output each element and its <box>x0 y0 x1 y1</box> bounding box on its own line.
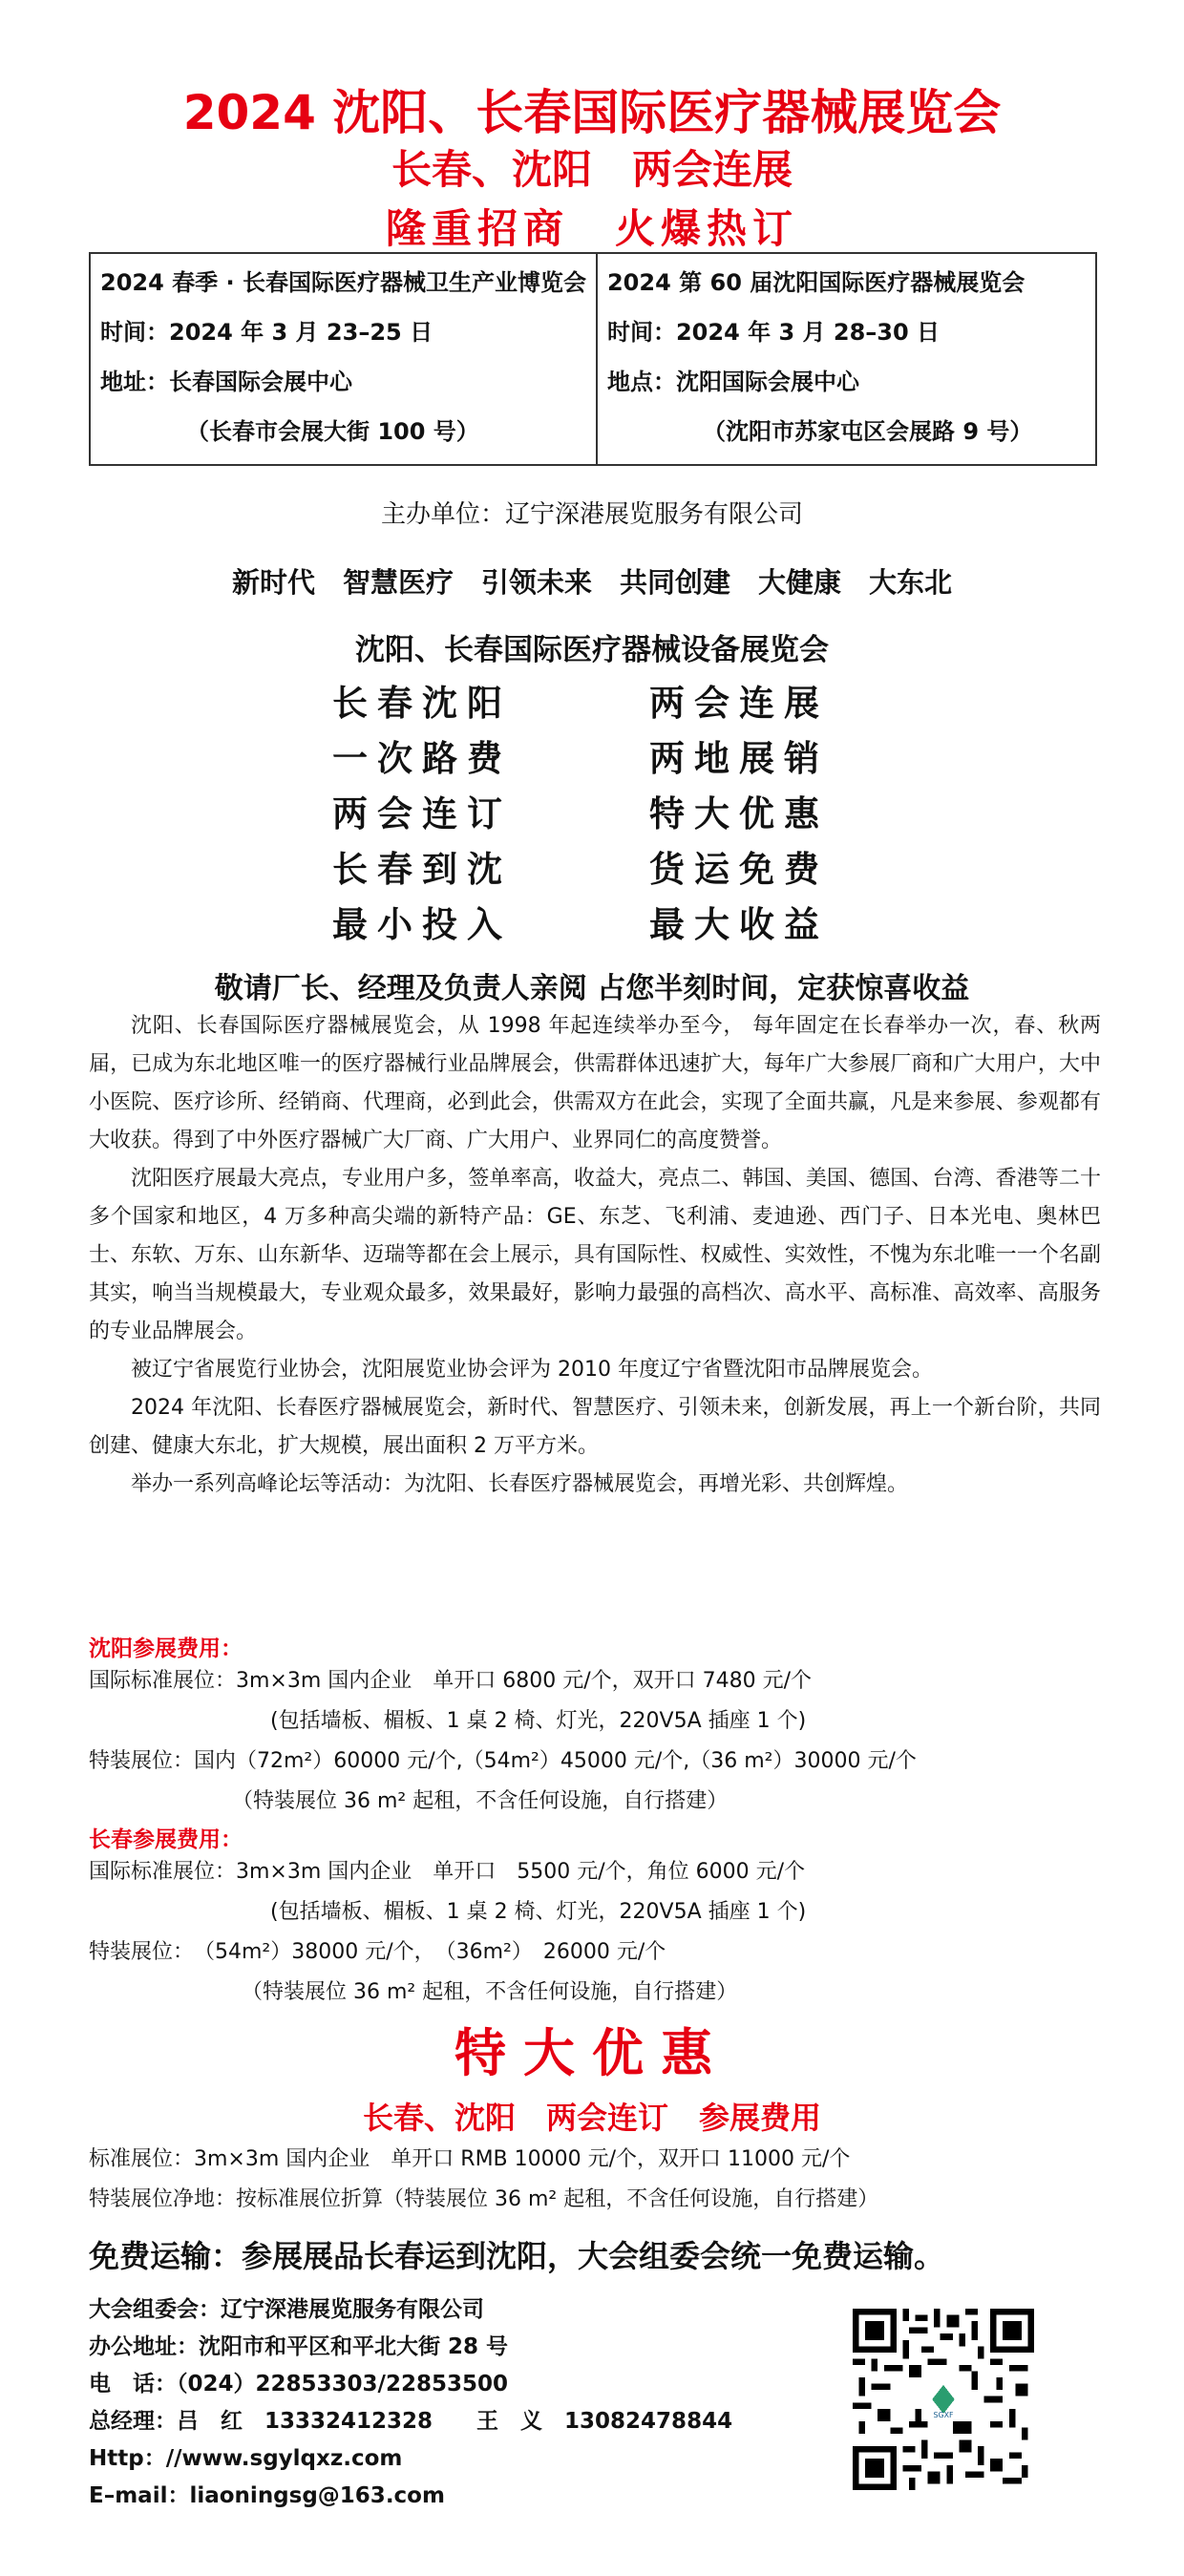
changchun-fees-title: 长春参展费用： <box>89 1827 243 1852</box>
shenyang-special-note: （特装展位 36 m² 起租，不含任何设施，自行搭建） <box>232 1789 729 1813</box>
main-title: 2024 沈阳、长春国际医疗器械展览会 <box>182 85 1002 140</box>
invitation-line: 敬请厂长、经理及负责人亲阅 占您半刻时间，定获惊喜收益 <box>214 972 970 1005</box>
changchun-time: 时间：2024 年 3 月 23–25 日 <box>100 319 433 346</box>
pair-right: 两地展销 <box>649 738 829 779</box>
pair-row <box>0 896 1184 951</box>
changchun-standard-note: (包括墙板、楣板、1 桌 2 椅、灯光，220V5A 插座 1 个) <box>270 1900 807 1924</box>
manager: 总经理：吕 红 13332412328 王 义 13082478844 <box>89 2409 733 2434</box>
shenyang-fees-title: 沈阳参展费用： <box>89 1636 243 1661</box>
shenyang-name: 2024 第 60 届沈阳国际医疗器械展览会 <box>606 269 1025 296</box>
shenyang-cell <box>597 253 1096 465</box>
paragraph: 被辽宁省展览行业协会，沈阳展览业协会评为 2010 年度辽宁省暨沈阳市品牌展览会。 <box>131 1358 933 1382</box>
promo-fees <box>89 2140 878 2220</box>
pair-left: 一次路费 <box>332 738 512 779</box>
promo-special-fee: 特装展位净地：按标准展位折算（特装展位 36 m² 起租，不含任何设施，自行搭建） <box>89 2187 879 2211</box>
paragraph: 2024 年沈阳、长春医疗器械展览会，新时代、智慧医疗、引领未来，创新发展，再上一个新台阶，共同创建、健康大东北，扩大规模，展出面积 2 万平方米。 <box>89 1396 1101 1458</box>
exhibition-info-table <box>89 252 1097 466</box>
qr-logo-label: SGXF <box>933 2411 954 2419</box>
pair-right: 特大优惠 <box>649 793 829 834</box>
slogan-pairs <box>0 674 1184 951</box>
tagline: 隆重招商 火爆热订 <box>385 205 798 252</box>
shenyang-special-fee: 特装展位：国内（72m²）60000 元/个,（54m²）45000 元/个,（36 m²）30000 元/个 <box>89 1749 917 1773</box>
host-organizer: 主办单位：辽宁深港展览服务有限公司 <box>380 500 803 529</box>
pair-row <box>0 674 1184 729</box>
promo-subtitle: 长春、沈阳 两会连订 参展费用 <box>362 2100 821 2136</box>
changchun-cell <box>90 253 597 465</box>
pair-right: 两会连展 <box>649 683 829 724</box>
paragraph: 沈阳医疗展最大亮点，专业用户多，签单率高，收益大，亮点二、韩国、美国、德国、台湾、香港等二十多个国家和地区，4 万多种高尖端的新特产品：GE、东芝、飞利浦、麦迪逊、西门子、日本光电、奥林巴士、东软、万东、山东新华、迈瑞等都在会上展示，具有国际性、权威性、实效性，不愧为东北唯一一个名副其实，响当当规模最大，专业观众最多，效果最好，影响力最强的高档次、高水平、高标准、高效率、高服务的专业品牌展会。 <box>89 1167 1101 1343</box>
free-shipping: 免费运输：参展展品长春运到沈阳，大会组委会统一免费运输。 <box>89 2238 945 2274</box>
pair-right: 货运免费 <box>649 849 829 890</box>
shenyang-standard-note: (包括墙板、楣板、1 桌 2 椅、灯光，220V5A 插座 1 个) <box>270 1709 807 1733</box>
paragraph: 举办一系列高峰论坛等活动：为沈阳、长春医疗器械展览会，再增光彩、共创辉煌。 <box>131 1472 909 1496</box>
pair-left: 两会连订 <box>332 793 512 834</box>
subtitle: 长春、沈阳 两会连展 <box>391 146 793 193</box>
pair-left: 长春到沈 <box>332 849 512 890</box>
office-address: 办公地址：沈阳市和平区和平北大街 28 号 <box>89 2334 509 2359</box>
promo-title: 特大优惠 <box>455 2023 729 2083</box>
website-link[interactable]: Http：//www.sgylqxz.com <box>89 2446 403 2471</box>
shenyang-standard-fee: 国际标准展位：3m×3m 国内企业 单开口 6800 元/个，双开口 7480 元/个 <box>89 1669 813 1693</box>
changchun-standard-fee: 国际标准展位：3m×3m 国内企业 单开口 5500 元/个，角位 6000 元/个 <box>89 1860 806 1884</box>
email-link[interactable]: E–mail：liaoningsg@163.com <box>89 2483 445 2508</box>
shenyang-fees <box>89 1661 917 1822</box>
pair-row <box>0 785 1184 840</box>
qr-code-icon <box>853 2309 1034 2490</box>
pair-left: 最小投入 <box>332 904 512 945</box>
shenyang-place: 地点：沈阳国际会展中心 <box>606 369 859 395</box>
slogan: 新时代 智慧医疗 引领未来 共同创建 大健康 大东北 <box>231 566 952 599</box>
changchun-fees <box>89 1852 806 2013</box>
committee: 大会组委会：辽宁深港展览服务有限公司 <box>89 2297 484 2322</box>
changchun-name: 2024 春季 · 长春国际医疗器械卫生产业博览会 <box>100 269 586 296</box>
promo-standard-fee: 标准展位：3m×3m 国内企业 单开口 RMB 10000 元/个，双开口 11000 元/个 <box>89 2147 851 2171</box>
contact-block <box>89 2291 732 2515</box>
pair-right: 最大收益 <box>649 904 829 945</box>
changchun-address: （长春市会展大街 100 号） <box>186 418 479 445</box>
pair-row <box>0 840 1184 896</box>
pair-left: 长春沈阳 <box>332 683 512 724</box>
section-title: 沈阳、长春国际医疗器械设备展览会 <box>355 633 829 667</box>
shenyang-address: （沈阳市苏家屯区会展路 9 号） <box>702 418 1033 445</box>
changchun-special-note: （特装展位 36 m² 起租，不含任何设施，自行搭建） <box>242 1980 738 2004</box>
shenyang-time: 时间：2024 年 3 月 28–30 日 <box>606 319 941 346</box>
changchun-place: 地址：长春国际会展中心 <box>100 369 352 395</box>
changchun-special-fee: 特装展位： （54m²）38000 元/个， （36m²） 26000 元/个 <box>89 1940 666 1964</box>
pair-row <box>0 729 1184 785</box>
description-body <box>89 1007 1101 1504</box>
phone: 电 话：（024）22853303/22853500 <box>89 2372 508 2397</box>
paragraph: 沈阳、长春国际医疗器械展览会，从 1998 年起连续举办至今， 每年固定在长春举办一次，春、秋两届，已成为东北地区唯一的医疗器械行业品牌展会，供需群体迅速扩大，每年广大参展厂商和广大用户，大中小医院、医疗诊所、经销商、代理商，必到此会，供需双方在此会，实现了全面共赢，凡是来参展、参观都有大收获。得到了中外医疗器械广大厂商、广大用户、业界同仁的高度赞誉。 <box>89 1014 1101 1152</box>
